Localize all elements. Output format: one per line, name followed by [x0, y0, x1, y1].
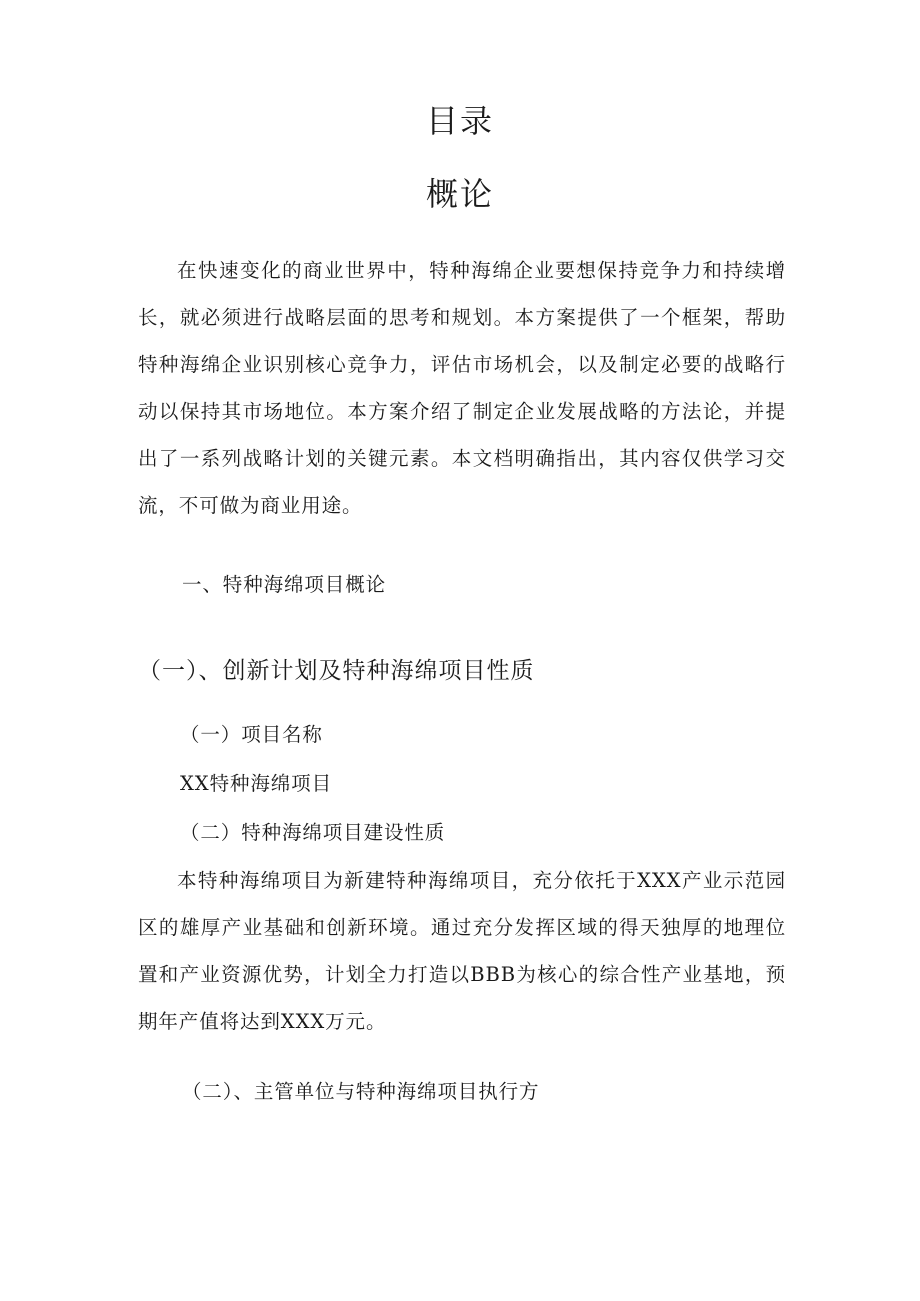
overview-title: 概论 — [425, 175, 494, 213]
section-heading-one: 一、特种海绵项目概论 — [182, 573, 387, 596]
toc-title: 目录 — [425, 102, 494, 140]
item-heading-project-nature: （二）特种海绵项目建设性质 — [180, 821, 446, 844]
project-name-value: XX特种海绵项目 — [180, 772, 332, 795]
item-heading-project-name: （一）项目名称 — [180, 723, 323, 746]
subsection-heading-two: （二）、主管单位与特种海绵项目执行方 — [182, 1080, 540, 1103]
project-nature-paragraph: 本特种海绵项目为新建特种海绵项目，充分依托于XXX产业示范园区的雄厚产业基础和创新环境。通过充分发挥区域的得天独厚的地理位置和产业资源优势，计划全力打造以BBB为核心的综合性产业基地，预期年产值将达到XXX万元。 — [138, 869, 786, 1033]
subsection-heading-one: （一）、创新计划及特种海绵项目性质 — [138, 658, 535, 684]
intro-paragraph: 在快速变化的商业世界中，特种海绵企业要想保持竞争力和持续增长，就必须进行战略层面的思考和规划。本方案提供了一个框架，帮助特种海绵企业识别核心竞争力，评估市场机会，以及制定必要的战略行动以保持其市场地位。本方案介绍了制定企业发展战略的方法论，并提出了一系列战略计划的关键元素。本文档明确指出，其内容仅供学习交流，不可做为商业用途。 — [138, 259, 786, 517]
